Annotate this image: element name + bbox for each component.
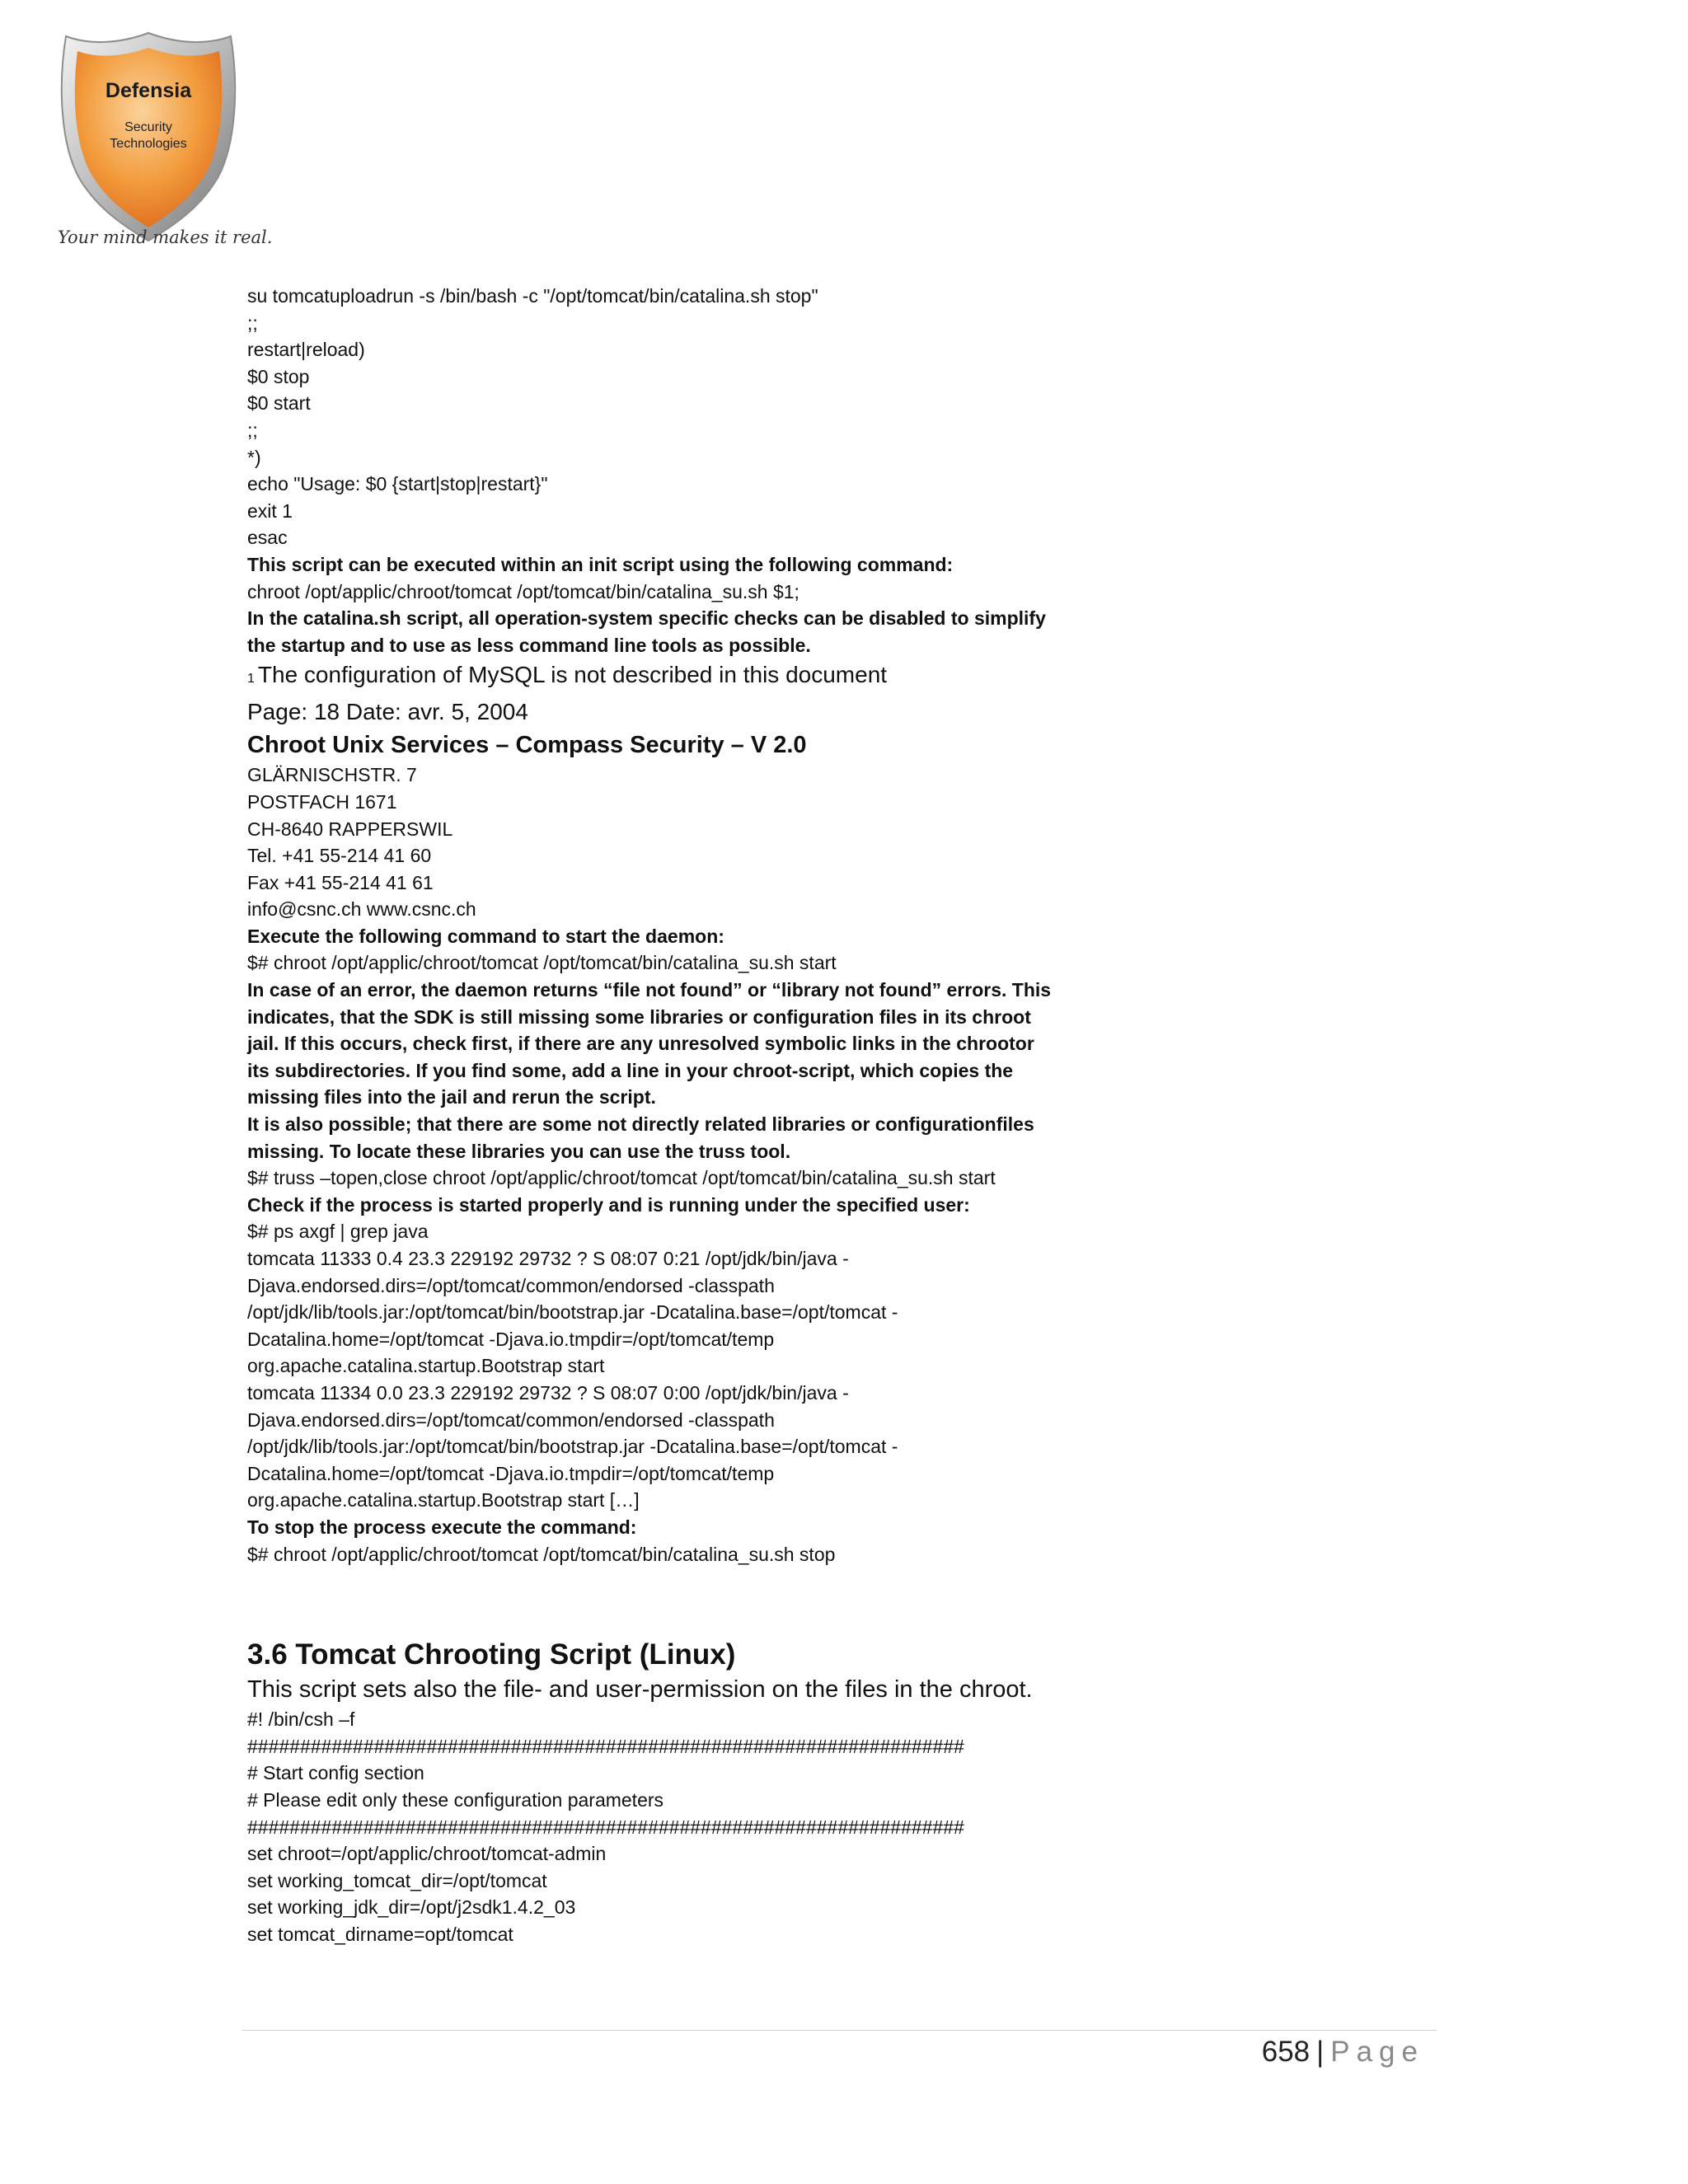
code-line: ;; bbox=[247, 419, 258, 441]
address-line: Fax +41 55-214 41 61 bbox=[247, 871, 434, 893]
footnote bbox=[247, 658, 1467, 696]
instruction-text: To stop the process execute the command: bbox=[247, 1516, 637, 1538]
page-footer bbox=[1262, 2036, 1424, 2069]
code-line: su tomcatuploadrun -s /bin/bash -c "/opt/tomcat/bin/catalina.sh stop" bbox=[247, 285, 818, 307]
page-label: Page bbox=[1330, 2036, 1424, 2068]
script-line: set working_tomcat_dir=/opt/tomcat bbox=[247, 1869, 547, 1891]
section-intro: This script sets also the file- and user-permission on the files in the chroot. bbox=[247, 1676, 1033, 1704]
address-line: POSTFACH 1671 bbox=[247, 790, 397, 813]
code-line: tomcata 11334 0.0 23.3 229192 29732 ? S 08:07 0:00 /opt/jdk/bin/java - bbox=[247, 1381, 849, 1404]
instruction-text: missing. To locate these libraries you can use the truss tool. bbox=[247, 1140, 791, 1162]
code-line: $# ps axgf | grep java bbox=[247, 1221, 429, 1243]
instruction-text: In case of an error, the daemon returns “file not found” or “library not found” errors. This bbox=[247, 979, 1052, 1001]
code-line: tomcata 11333 0.4 23.3 229192 29732 ? S 08:07 0:21 /opt/jdk/bin/java - bbox=[247, 1248, 849, 1269]
script-line: set working_jdk_dir=/opt/j2sdk1.4.2_03 bbox=[247, 1896, 576, 1919]
instruction-text: the startup and to use as less command line tools as possible. bbox=[247, 634, 811, 656]
code-line: $# truss –topen,close chroot /opt/applic/chroot/tomcat /opt/tomcat/bin/catalina_su.sh start bbox=[247, 1167, 996, 1189]
instruction-text: jail. If this occurs, check first, if there are any unresolved symbolic links in the chrootor bbox=[247, 1033, 1034, 1055]
code-line: echo "Usage: $0 {start|stop|restart}" bbox=[247, 473, 548, 495]
address-line: info@csnc.ch www.csnc.ch bbox=[247, 898, 476, 921]
instruction-text: Execute the following command to start the daemon: bbox=[247, 925, 724, 947]
instruction-text: This script can be executed within an init script using the following command: bbox=[247, 553, 954, 575]
section-heading: 3.6 Tomcat Chrooting Script (Linux) bbox=[247, 1638, 736, 1671]
footnote-text: The configuration of MySQL is not described in this document bbox=[257, 662, 888, 688]
code-line: Djava.endorsed.dirs=/opt/tomcat/common/endorsed -classpath bbox=[247, 1408, 775, 1431]
instruction-text: In the catalina.sh script, all operation-system specific checks can be disabled to simplify bbox=[247, 607, 1046, 630]
script-line: #################################################################### bbox=[247, 1735, 964, 1757]
script-line: set chroot=/opt/applic/chroot/tomcat-admin bbox=[247, 1843, 607, 1865]
code-line: $0 start bbox=[247, 392, 311, 415]
code-line: org.apache.catalina.startup.Bootstrap start bbox=[247, 1355, 605, 1377]
page-number: 658 bbox=[1261, 2036, 1311, 2068]
defensia-logo bbox=[56, 30, 241, 254]
code-line: exit 1 bbox=[247, 499, 293, 522]
script-line: # Please edit only these configuration parameters bbox=[247, 1788, 664, 1811]
brand-tagline: Your mind makes it real. bbox=[58, 227, 273, 247]
code-line: ;; bbox=[247, 312, 258, 334]
code-line: Djava.endorsed.dirs=/opt/tomcat/common/endorsed -classpath bbox=[247, 1274, 775, 1296]
code-line: restart|reload) bbox=[247, 339, 365, 361]
logo-line-2: Technologies bbox=[110, 137, 187, 151]
script-line: #! /bin/csh –f bbox=[247, 1708, 355, 1731]
footer-separator: | bbox=[1316, 2036, 1325, 2068]
code-line: $0 stop bbox=[247, 365, 310, 387]
script-line: #################################################################### bbox=[247, 1816, 964, 1838]
code-line: *) bbox=[247, 446, 261, 468]
instruction-text: its subdirectories. If you find some, add a line in your chroot-script, which copies the bbox=[247, 1059, 1014, 1081]
code-line: chroot /opt/applic/chroot/tomcat /opt/tomcat/bin/catalina_su.sh $1; bbox=[247, 580, 799, 602]
instruction-text: indicates, that the SDK is still missing some libraries or configuration files in its chroot bbox=[247, 1005, 1031, 1028]
code-line: /opt/jdk/lib/tools.jar:/opt/tomcat/bin/bootstrap.jar -Dcatalina.base=/opt/tomcat - bbox=[247, 1436, 898, 1458]
logo-line-1: Security bbox=[124, 120, 172, 134]
code-line: Dcatalina.home=/opt/tomcat -Djava.io.tmpdir=/opt/tomcat/temp bbox=[247, 1328, 775, 1350]
code-line: /opt/jdk/lib/tools.jar:/opt/tomcat/bin/bootstrap.jar -Dcatalina.base=/opt/tomcat - bbox=[247, 1301, 898, 1324]
address-line: Tel. +41 55-214 41 60 bbox=[247, 845, 432, 867]
document-body bbox=[247, 283, 1467, 1947]
instruction-text: missing files into the jail and rerun the script. bbox=[247, 1086, 656, 1108]
code-line: Dcatalina.home=/opt/tomcat -Djava.io.tmpdir=/opt/tomcat/temp bbox=[247, 1462, 775, 1484]
page-info: Page: 18 Date: avr. 5, 2004 bbox=[247, 699, 528, 725]
code-line: esac bbox=[247, 527, 288, 549]
code-line: $# chroot /opt/applic/chroot/tomcat /opt/tomcat/bin/catalina_su.sh stop bbox=[247, 1543, 836, 1565]
script-line: # Start config section bbox=[247, 1762, 424, 1784]
script-line: set tomcat_dirname=opt/tomcat bbox=[247, 1923, 513, 1945]
footer-divider bbox=[241, 2030, 1437, 2031]
footnote-number: 1 bbox=[247, 672, 255, 687]
code-line: org.apache.catalina.startup.Bootstrap start […] bbox=[247, 1489, 640, 1511]
code-line: $# chroot /opt/applic/chroot/tomcat /opt/tomcat/bin/catalina_su.sh start bbox=[247, 952, 837, 974]
instruction-text: It is also possible; that there are some not directly related libraries or configurationfiles bbox=[247, 1113, 1034, 1136]
doc-title: Chroot Unix Services – Compass Security – V 2.0 bbox=[247, 732, 807, 759]
logo-brand-name: Defensia bbox=[105, 79, 192, 102]
instruction-text: Check if the process is started properly and is running under the specified user: bbox=[247, 1193, 970, 1216]
address-line: GLÄRNISCHSTR. 7 bbox=[247, 764, 417, 786]
address-line: CH-8640 RAPPERSWIL bbox=[247, 818, 453, 840]
